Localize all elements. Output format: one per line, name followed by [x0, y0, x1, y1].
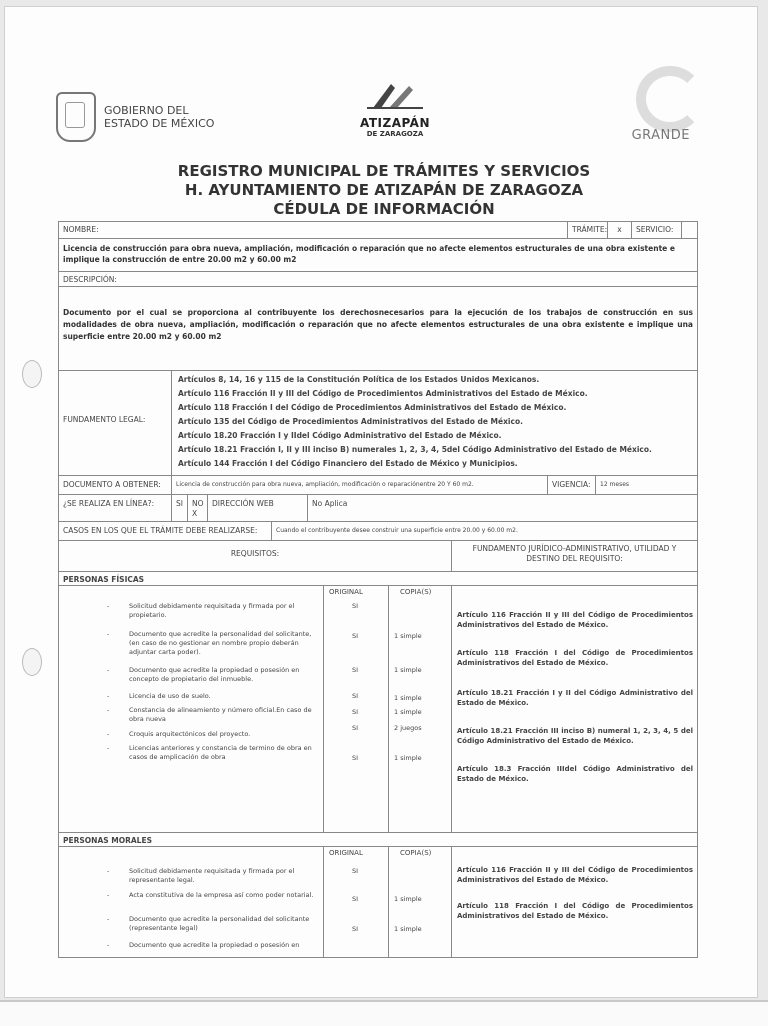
fisicas-requisito: - Documento que acredite la propiedad o posesión en concepto de propietario del inmueble.	[129, 666, 315, 684]
nombre-label: NOMBRE:	[63, 225, 99, 234]
documento-label: DOCUMENTO A OBTENER:	[63, 480, 161, 489]
fisicas-col-copias: COPIA(S)	[400, 588, 432, 596]
legal-item: Artículo 144 Fracción I del Código Financiero del Estado de México y Municipios.	[178, 459, 518, 468]
web-label: DIRECCIÓN WEB	[207, 495, 307, 521]
information-form	[58, 221, 698, 958]
vigencia-label: VIGENCIA:	[547, 476, 595, 494]
morales-original: SI	[352, 895, 359, 903]
fisicas-copia: 1 simple	[394, 694, 422, 702]
morales-fundamento: Artículo 116 Fracción II y III del Código de Procedimientos Administrativos del Estado de México.	[457, 866, 693, 884]
nombre-header-row	[58, 221, 698, 239]
fisicas-original: SI	[352, 754, 359, 762]
municipality-subname: DE ZARAGOZA	[366, 130, 424, 138]
gov-line-2: ESTADO DE MÉXICO	[104, 117, 215, 130]
requisitos-header-row	[58, 541, 698, 572]
en-linea-label: ¿SE REALIZA EN LÍNEA?:	[63, 499, 155, 508]
fisicas-original: SI	[352, 666, 359, 674]
fundamento-legal-row	[58, 371, 698, 476]
fisicas-requisito: - Licencias anteriores y constancia de termino de obra en casos de amplicación de obra	[129, 744, 315, 762]
fisicas-copia: 1 simple	[394, 666, 422, 674]
no-label: NO	[192, 499, 204, 508]
title-line-3: CÉDULA DE INFORMACIÓN	[273, 200, 495, 218]
fisicas-requisito: - Croquis arquitectónicos del proyecto.	[129, 730, 315, 739]
servicio-mark	[681, 222, 699, 238]
atizapan-mark-icon	[365, 80, 425, 112]
fundamento-juridico-label: FUNDAMENTO JURÍDICO-ADMINISTRATIVO, UTILIDAD Y DESTINO DEL REQUISITO:	[451, 541, 697, 571]
personas-morales-section	[58, 847, 698, 958]
servicio-label: SERVICIO:	[631, 222, 681, 238]
fisicas-copia: 1 simple	[394, 754, 422, 762]
personas-fisicas-label: PERSONAS FÍSICAS	[58, 572, 698, 586]
requisitos-label: REQUISITOS:	[230, 549, 280, 558]
fisicas-copia: 2 juegos	[394, 724, 422, 732]
fisicas-requisito: - Constancia de alineamiento y número oficial.En caso de obra nueva	[129, 706, 315, 724]
gov-line-1: GOBIERNO DEL	[104, 104, 189, 117]
document-titles	[0, 162, 768, 219]
descripcion-label: DESCRIPCIÓN:	[58, 272, 698, 287]
morales-fundamento: Artículo 118 Fracción I del Código de Procedimientos Administrativos del Estado de México.	[457, 902, 693, 920]
title-line-1: REGISTRO MUNICIPAL DE TRÁMITES Y SERVICIOS	[177, 162, 591, 180]
morales-copia: 1 simple	[394, 895, 422, 903]
municipality-logo	[350, 80, 440, 138]
tramite-label: TRÁMITE:	[567, 222, 607, 238]
fisicas-requisito: - Documento que acredite la personalidad del solicitante, (en caso de no gestionar en nombre propio deberán adjuntar carta poder).	[129, 630, 315, 657]
fisicas-fundamento: Artículo 118 Fracción I del Código de Procedimientos Administrativos del Estado de México.	[457, 649, 693, 667]
web-value: No Aplica	[307, 495, 697, 521]
nombre-value: Licencia de construcción para obra nueva, ampliación, modificación o reparación que no afecte elementos estructurales de una obra existente e implique la construcción de entre 20.00 m2 y 60.00 m2	[58, 239, 698, 272]
si-label: SI	[171, 495, 187, 521]
fisicas-original: SI	[352, 708, 359, 716]
grande-logo	[596, 62, 706, 148]
fisicas-requisito: - Licencia de uso de suelo.	[129, 692, 315, 701]
no-option	[187, 495, 207, 521]
fundamento-legal-list	[171, 371, 697, 475]
fisicas-fundamento: Artículo 18.3 Fracción IIIdel Código Administrativo del Estado de México.	[457, 765, 693, 783]
punch-hole	[22, 360, 42, 388]
legal-item: Artículo 18.21 Fracción I, II y III inciso B) numerales 1, 2, 3, 4, 5del Código Administrativo del Estado de México.	[178, 445, 652, 454]
en-linea-row	[58, 495, 698, 522]
fisicas-col-original: ORIGINAL	[329, 588, 363, 596]
casos-row	[58, 522, 698, 541]
morales-original: SI	[352, 925, 359, 933]
personas-morales-label: PERSONAS MORALES	[58, 833, 698, 847]
municipality-name: ATIZAPÁN	[359, 116, 431, 130]
fisicas-fundamento: Artículo 18.21 Fracción I y II del Código Administrativo del Estado de México.	[457, 689, 693, 707]
legal-item: Artículo 18.20 Fracción I y IIdel Código Administrativo del Estado de México.	[178, 431, 502, 440]
casos-label: CASOS EN LOS QUE EL TRÁMITE DEBE REALIZARSE:	[63, 526, 258, 535]
fundamento-legal-label: FUNDAMENTO LEGAL:	[63, 415, 146, 424]
no-mark: X	[192, 509, 198, 518]
legal-item: Artículo 135 del Código de Procedimientos Administrativos del Estado de México.	[178, 417, 523, 426]
fisicas-fundamento: Artículo 18.21 Fracción III inciso B) numeral 1, 2, 3, 4, 5 del Código Administrativo del Estado de México.	[457, 727, 693, 745]
descripcion-value: Documento por el cual se proporciona al contribuyente los derechosnecesarios para la ejecución de los trabajos de construcción en sus modalidades de obra nueva, ampliación, modificación o reparación que no afecte elementos estructurales de una obra existente e implique una superficie entre 20.00 m2 y 60.00 m2	[58, 287, 698, 371]
fisicas-original: SI	[352, 602, 359, 610]
morales-col-original: ORIGINAL	[329, 849, 363, 857]
morales-original: SI	[352, 867, 359, 875]
morales-requisito: - Documento que acredite la propiedad o posesión en	[129, 941, 315, 950]
grande-text: GRANDE	[631, 128, 690, 143]
vigencia-value: 12 meses	[595, 476, 697, 494]
legal-item: Artículos 8, 14, 16 y 115 de la Constitución Política de los Estados Unidos Mexicanos.	[178, 375, 540, 384]
documento-row	[58, 476, 698, 495]
morales-requisito: - Solicitud debidamente requisitada y firmada por el representante legal.	[129, 867, 315, 885]
morales-col-copias: COPIA(S)	[400, 849, 432, 857]
legal-item: Artículo 116 Fracción II y III del Código de Procedimientos Administrativos del Estado de México.	[178, 389, 588, 398]
fisicas-original: SI	[352, 692, 359, 700]
tramite-mark: x	[607, 222, 631, 238]
fisicas-requisito: - Solicitud debidamente requisitada y firmada por el propietario.	[129, 602, 315, 620]
next-page-edge	[0, 1000, 768, 1026]
fisicas-copia: 1 simple	[394, 632, 422, 640]
fisicas-original: SI	[352, 632, 359, 640]
morales-requisito: - Acta constitutiva de la empresa así como poder notarial.	[129, 891, 315, 900]
casos-value: Cuando el contribuyente desee construir una superficie entre 20.00 y 60.00 m2.	[271, 522, 697, 540]
punch-hole	[22, 648, 42, 676]
morales-requisito: - Documento que acredite la personalidad del solicitante (representante legal)	[129, 915, 315, 933]
fisicas-fundamento: Artículo 116 Fracción II y III del Código de Procedimientos Administrativos del Estado de México.	[457, 611, 693, 629]
state-seal-icon	[56, 92, 96, 142]
personas-fisicas-section	[58, 586, 698, 833]
title-line-2: H. AYUNTAMIENTO DE ATIZAPÁN DE ZARAGOZA	[184, 181, 584, 199]
documento-value: Licencia de construcción para obra nueva, ampliación, modificación o reparaciónentre 20 Y 60 m2.	[171, 476, 547, 494]
g-logo-icon	[636, 66, 704, 132]
fisicas-copia: 1 simple	[394, 708, 422, 716]
fisicas-original: SI	[352, 724, 359, 732]
state-government-logo	[56, 92, 214, 142]
legal-item: Artículo 118 Fracción I del Código de Procedimientos Administrativos del Estado de México.	[178, 403, 567, 412]
morales-copia: 1 simple	[394, 925, 422, 933]
